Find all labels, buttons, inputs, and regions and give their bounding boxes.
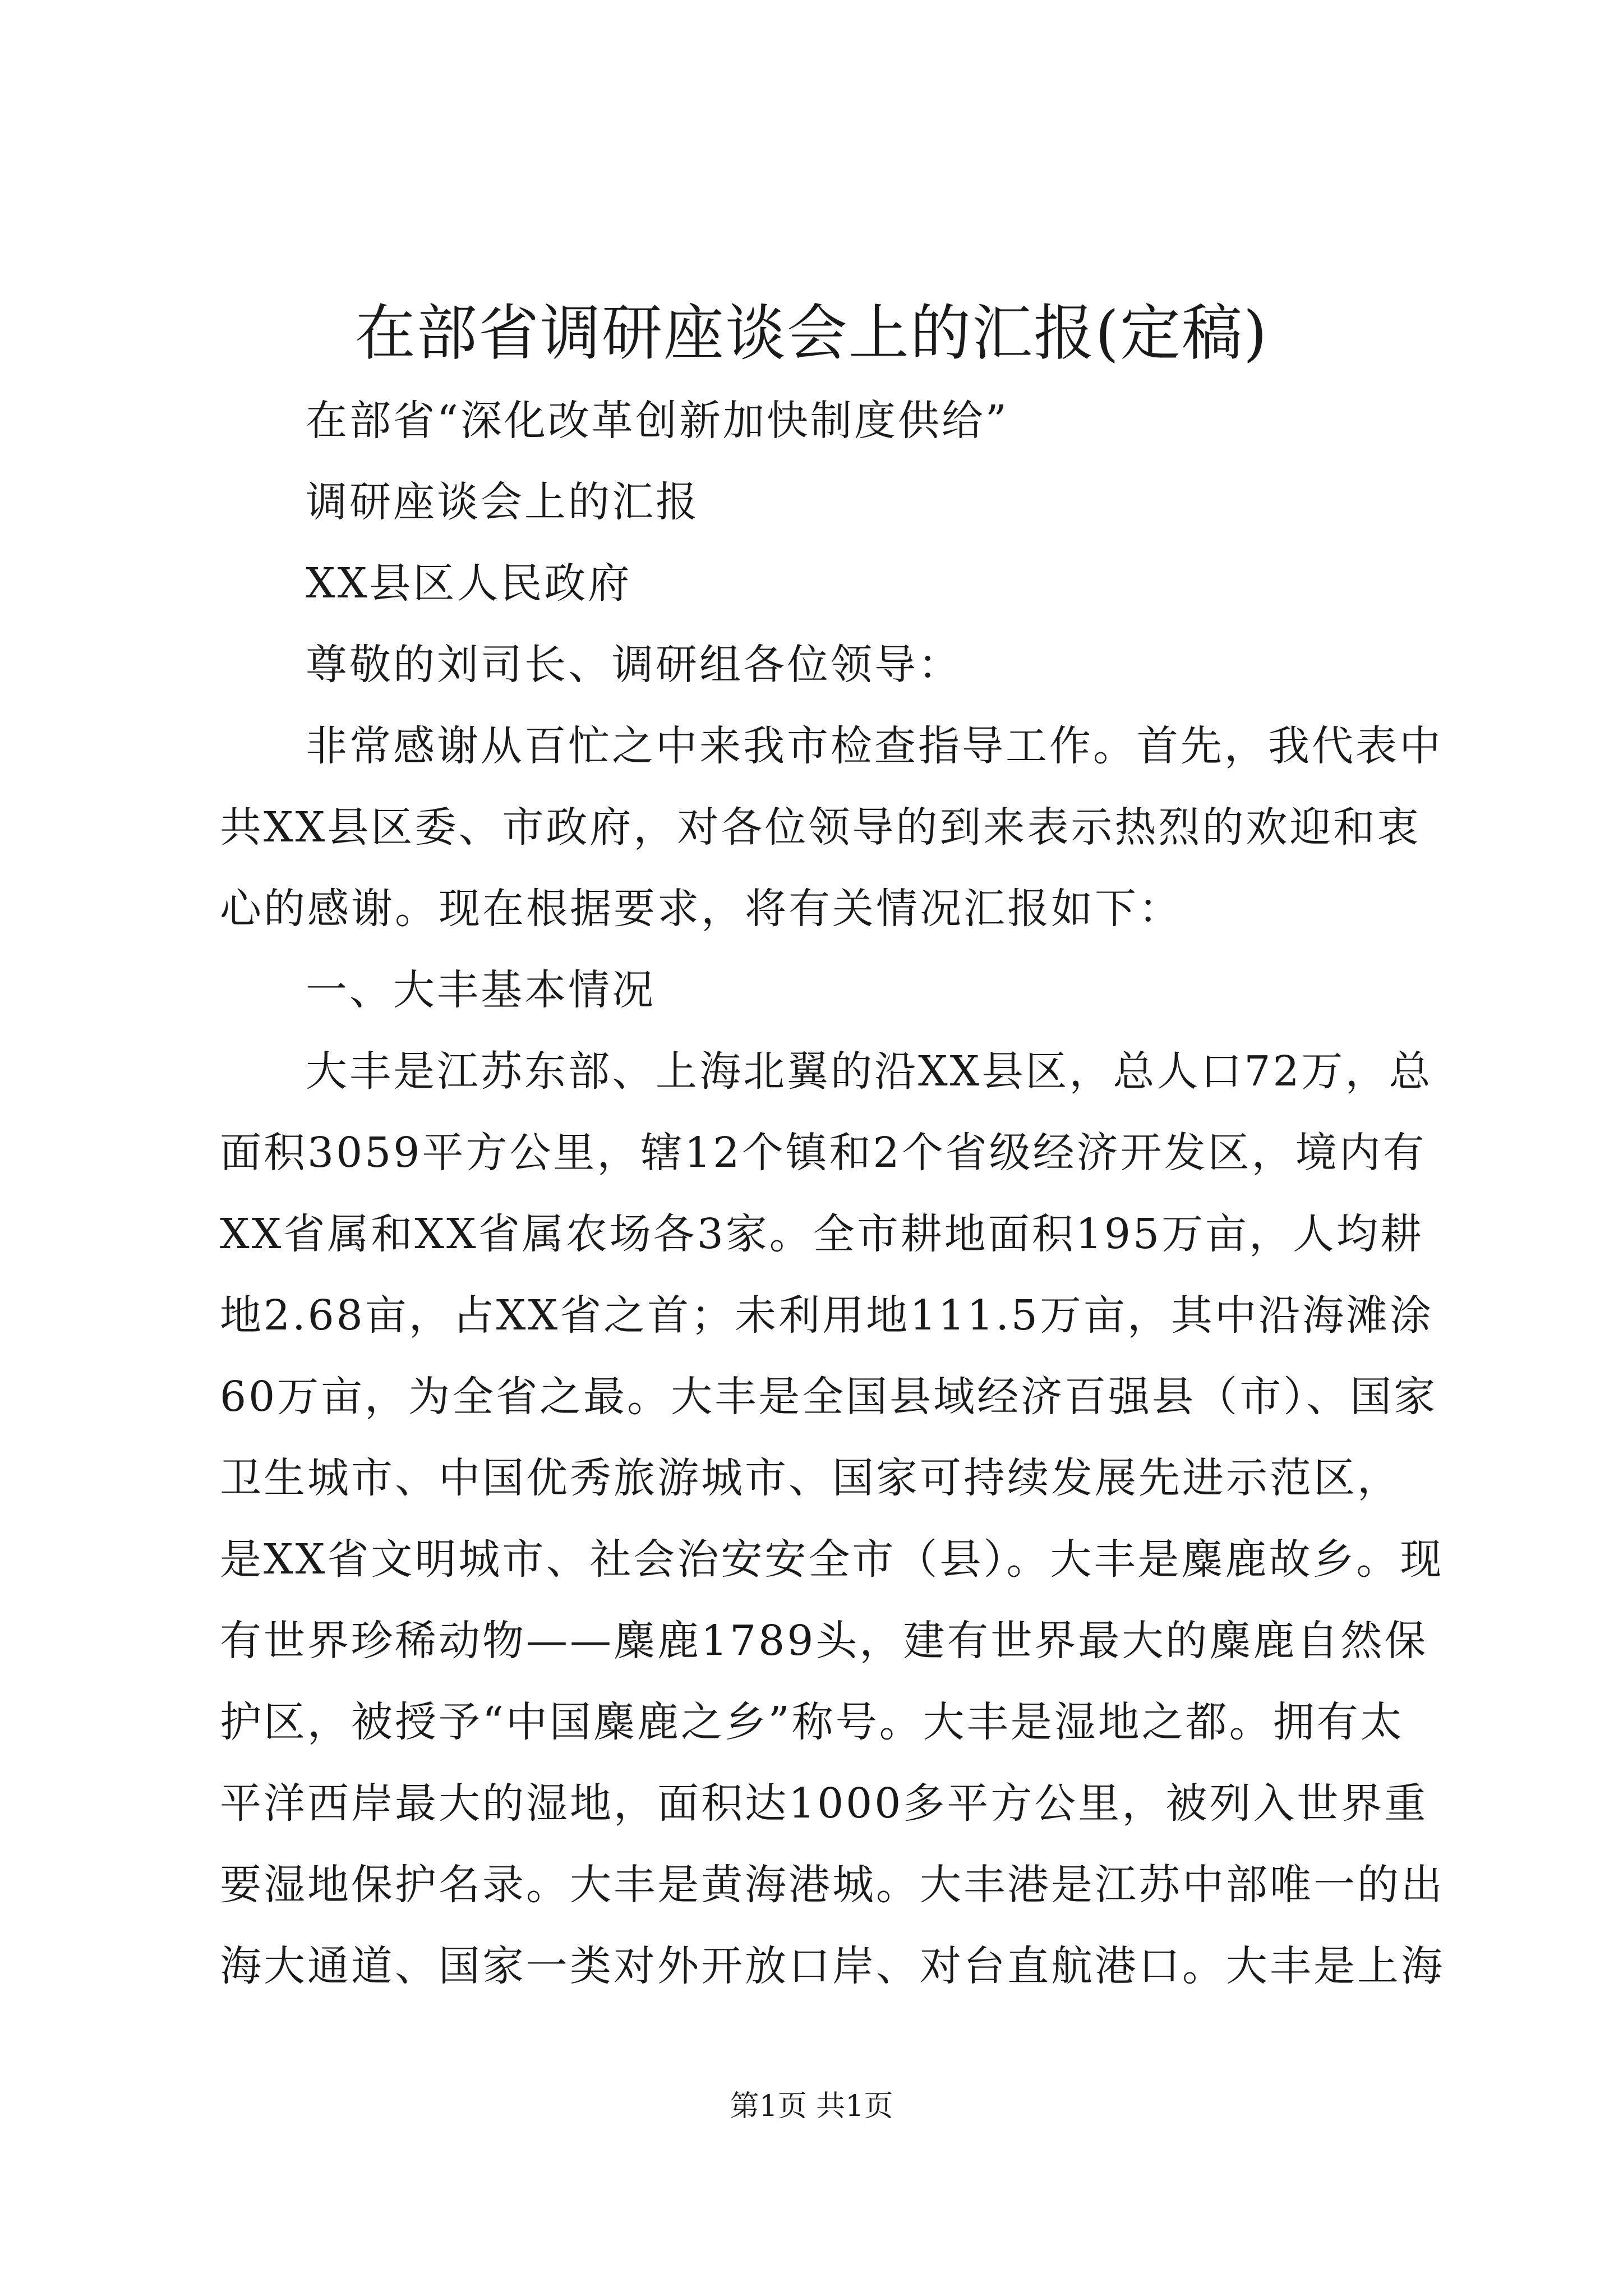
body-line: XX省属和XX省属农场各3家。全市耕地面积195万亩，人均耕	[220, 1210, 1424, 1258]
subtitle-line-2: 调研座谈会上的汇报	[306, 478, 699, 526]
body-line: 心的感谢。现在根据要求，将有关情况汇报如下：	[220, 885, 1182, 933]
body-line: 护区，被授予“中国麋鹿之乡”称号。大丰是湿地之都。拥有太	[220, 1698, 1404, 1746]
salutation-line: 尊敬的刘司长、调研组各位领导：	[306, 641, 962, 689]
body-line: 有世界珍稀动物——麋鹿1789头，建有世界最大的麋鹿自然保	[220, 1617, 1428, 1665]
body-line: 要湿地保护名录。大丰是黄海港城。大丰港是江苏中部唯一的出	[220, 1861, 1445, 1909]
body-line: 平洋西岸最大的湿地，面积达1000多平方公里，被列入世界重	[220, 1779, 1428, 1828]
body-line: 共XX县区委、市政府，对各位领导的到来表示热烈的欢迎和衷	[220, 803, 1421, 852]
body-line: 大丰是江苏东部、上海北翼的沿XX县区，总人口72万，总	[306, 1047, 1433, 1096]
subtitle-line-1: 在部省“深化改革创新加快制度供给”	[306, 397, 1009, 445]
page-footer: 第1页 共1页	[730, 2090, 893, 2123]
body-line: 卫生城市、中国优秀旅游城市、国家可持续发展先进示范区，	[220, 1454, 1401, 1502]
issuer-line: XX县区人民政府	[306, 559, 632, 608]
body-line: 是XX省文明城市、社会治安安全市（县）。大丰是麋鹿故乡。现	[220, 1535, 1444, 1584]
body-line: 面积3059平方公里，辖12个镇和2个省级经济开发区，境内有	[220, 1129, 1427, 1177]
body-line: 60万亩，为全省之最。大丰是全国县域经济百强县（市）、国家	[220, 1373, 1438, 1421]
section-heading: 一、大丰基本情况	[306, 966, 656, 1014]
document-title: 在部省调研座谈会上的汇报(定稿)	[354, 298, 1269, 369]
body-line: 海大通道、国家一类对外开放口岸、对台直航港口。大丰是上海	[220, 1942, 1445, 1990]
body-line: 地2.68亩，占XX省之首；未利用地111.5万亩，其中沿海滩涂	[220, 1291, 1433, 1340]
body-line: 非常感谢从百忙之中来我市检查指导工作。首先，我代表中	[306, 722, 1443, 770]
